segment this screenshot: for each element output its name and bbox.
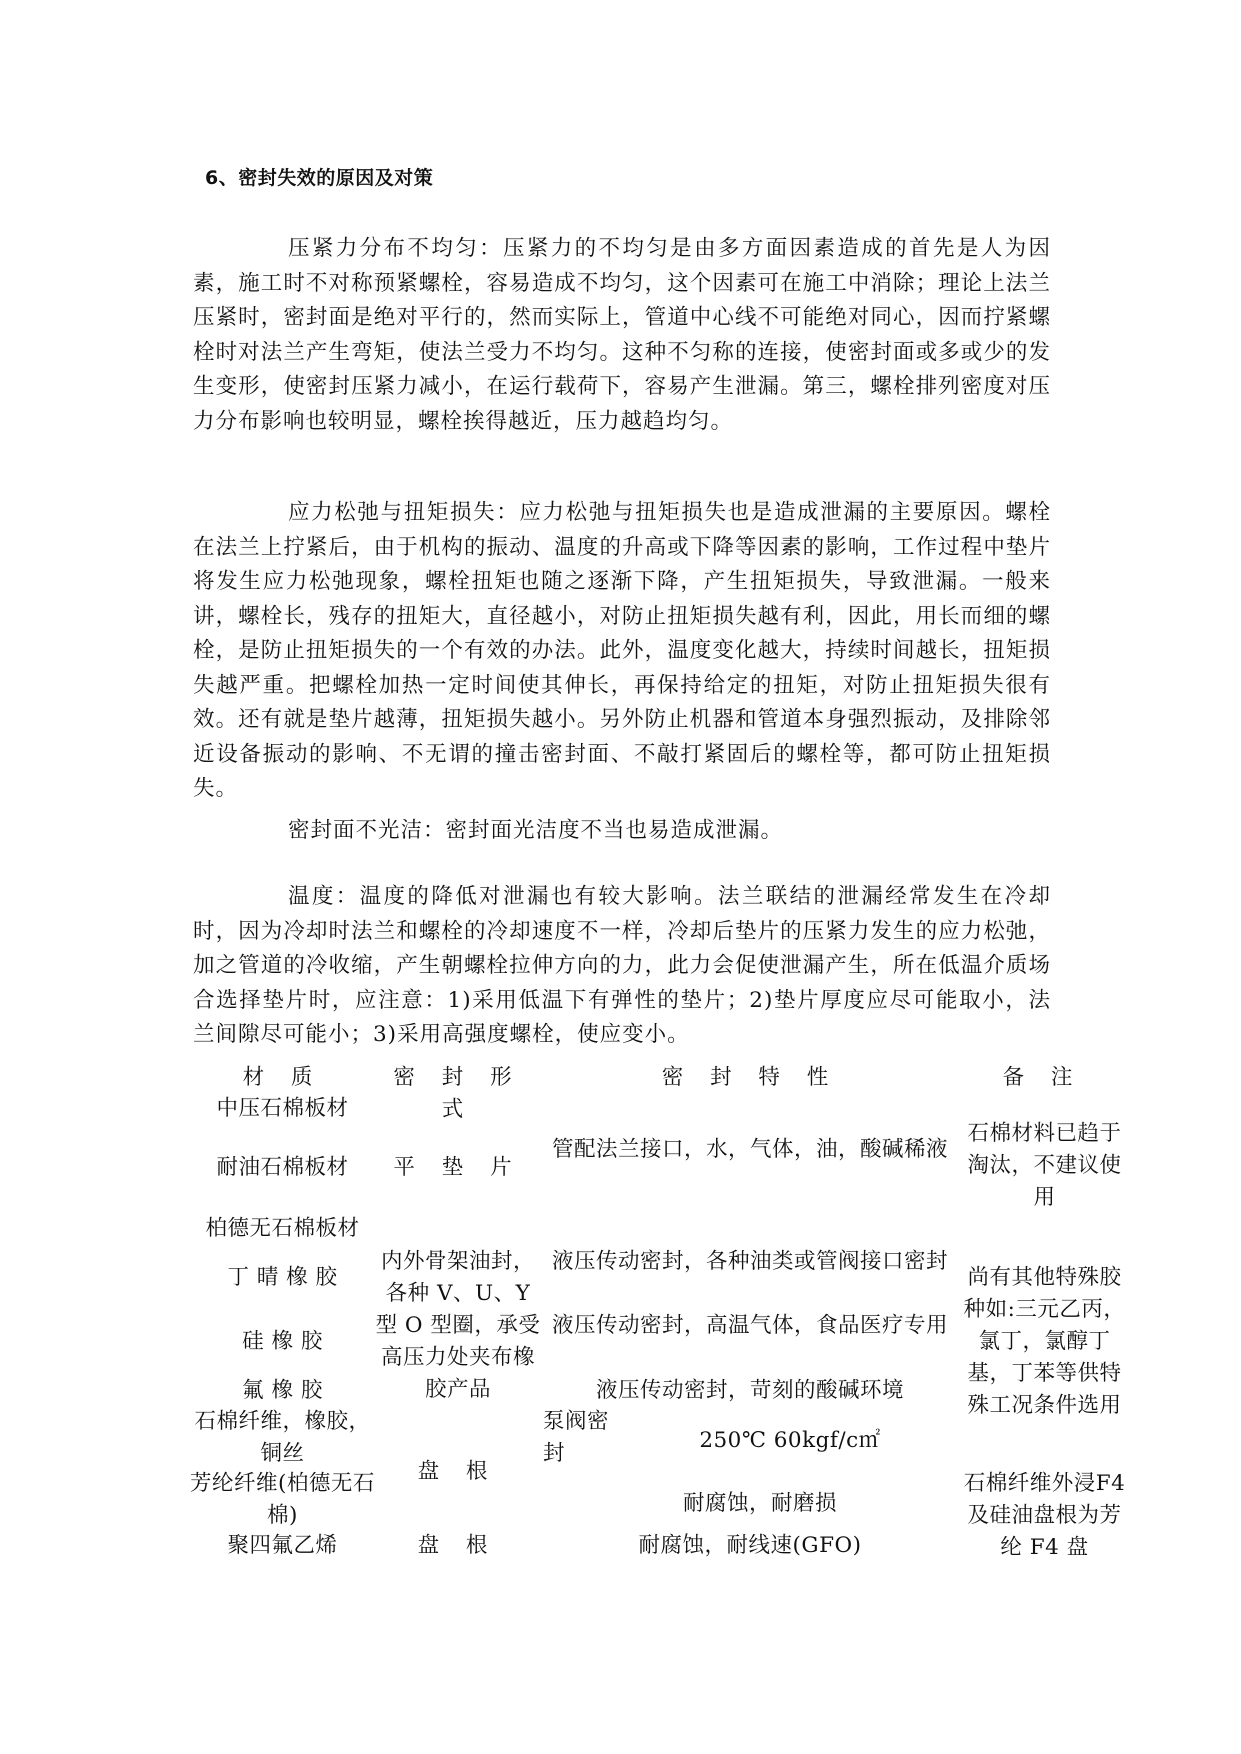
table-cell-seal-property: 液压传动密封，高温气体，食品医疗专用 [551,1313,948,1338]
table-cell-seal-property: 泵阀密封 [543,1409,610,1466]
table-cell-material: 中压石棉板材 [216,1096,349,1121]
table-cell-seal-form: 盘 根 [417,1533,498,1558]
table-cell-remark: 石棉纤维外浸F4 及硅油盘根为芳纶 F4 盘 [963,1471,1126,1560]
table-cell-seal-form: 盘 根 [417,1459,498,1484]
table-cell-material: 耐油石棉板材 [216,1155,349,1180]
table-cell-seal-property: 管配法兰接口，水，气体，油，酸碱稀液 [551,1137,948,1162]
section-heading: 6、密封失效的原因及对策 [205,167,434,189]
table-cell-material: 硅 橡 胶 [242,1329,323,1354]
table-header-seal-form: 密 封 形 式 [393,1065,522,1122]
table-cell-material: 丁 晴 橡 胶 [227,1265,338,1290]
table-cell-material: 氟 橡 胶 [242,1378,323,1403]
table-cell-seal-property: 液压传动密封，各种油类或管阀接口密封 [551,1249,948,1274]
table-cell-remark: 尚有其他特殊胶种如:三元乙丙，氯丁，氯醇丁基，丁苯等供特殊工况条件选用 [963,1265,1126,1418]
paragraph-surface-finish: 密封面不光洁：密封面光洁度不当也易造成泄漏。 [288,818,784,843]
table-header-seal-property: 密 封 特 性 [661,1065,839,1090]
table-cell-material: 聚四氟乙烯 [227,1533,338,1558]
table-cell-seal-form: 内外骨架油封，各种 V、U、Y 型 O 型圈，承受高压力处夹布橡胶产品 [375,1249,541,1402]
table-cell-seal-property: 耐腐蚀，耐线速(GFO) [638,1533,862,1558]
table-cell-remark: 石棉材料已趋于淘汰，不建议使用 [967,1121,1122,1210]
table-header-remark: 备 注 [1002,1065,1083,1090]
table-cell-seal-property: 液压传动密封，苛刻的酸碱环境 [595,1378,904,1403]
table-cell-seal-property: 耐腐蚀，耐磨损 [682,1491,837,1516]
paragraph-stress-relaxation: 应力松弛与扭矩损失：应力松弛与扭矩损失也是造成泄漏的主要原因。螺栓在法兰上拧紧后，由于机构的振动、温度的升高或下降等因素的影响，工作过程中垫片将发生应力松弛现象，螺栓扭矩也随之逐渐下降，产生扭矩损失，导致泄漏。一般来讲，螺栓长，残存的扭矩大，直径越小，对防止扭矩损失越有利，因此，用长而细的螺栓，是防止扭矩损失的一个有效的办法。此外，温度变化越大，持续时间越长，扭矩损失越严重。把螺栓加热一定时间使其伸长，再保持给定的扭矩，对防止扭矩损失很有效。还有就是垫片越薄，扭矩损失越小。另外防止机器和管道本身强烈振动，及排除邻近设备振动的影响、不无谓的撞击密封面、不敲打紧固后的螺栓等，都可防止扭矩损失。 [193,500,1051,801]
table-cell-material: 芳纶纤维(柏德无石棉) [190,1471,375,1528]
table-cell-seal-form: 平 垫 片 [393,1155,522,1180]
table-cell-material: 石棉纤维，橡胶，铜丝 [194,1409,371,1466]
paragraph-temperature: 温度：温度的降低对泄漏也有较大影响。法兰联结的泄漏经常发生在冷却时，因为冷却时法兰和螺栓的冷却速度不一样，冷却后垫片的压紧力发生的应力松弛，加之管道的冷收缩，产生朝螺栓拉伸方向的力，此力会促使泄漏产生，所在低温介质场合选择垫片时，应注意：1)采用低温下有弹性的垫片；2)垫片厚度应尽可能取小，法兰间隙尽可能小；3)采用高强度螺栓，使应变小。 [193,884,1051,1047]
table-cell-seal-property: 250℃ 60kgf/c㎡ [699,1428,881,1453]
paragraph-pressure-distribution: 压紧力分布不均匀：压紧力的不均匀是由多方面因素造成的首先是人为因素，施工时不对称预紧螺栓，容易造成不均匀，这个因素可在施工中消除；理论上法兰压紧时，密封面是绝对平行的，然而实际上，管道中心线不可能绝对同心，因而拧紧螺栓时对法兰产生弯矩，使法兰受力不均匀。这种不匀称的连接，使密封面或多或少的发生变形，使密封压紧力减小，在运行载荷下，容易产生泄漏。第三，螺栓排列密度对压力分布影响也较明显，螺栓挨得越近，压力越趋均匀。 [193,236,1051,434]
table-cell-material: 柏德无石棉板材 [205,1216,360,1241]
table-header-material: 材 质 [242,1065,323,1090]
